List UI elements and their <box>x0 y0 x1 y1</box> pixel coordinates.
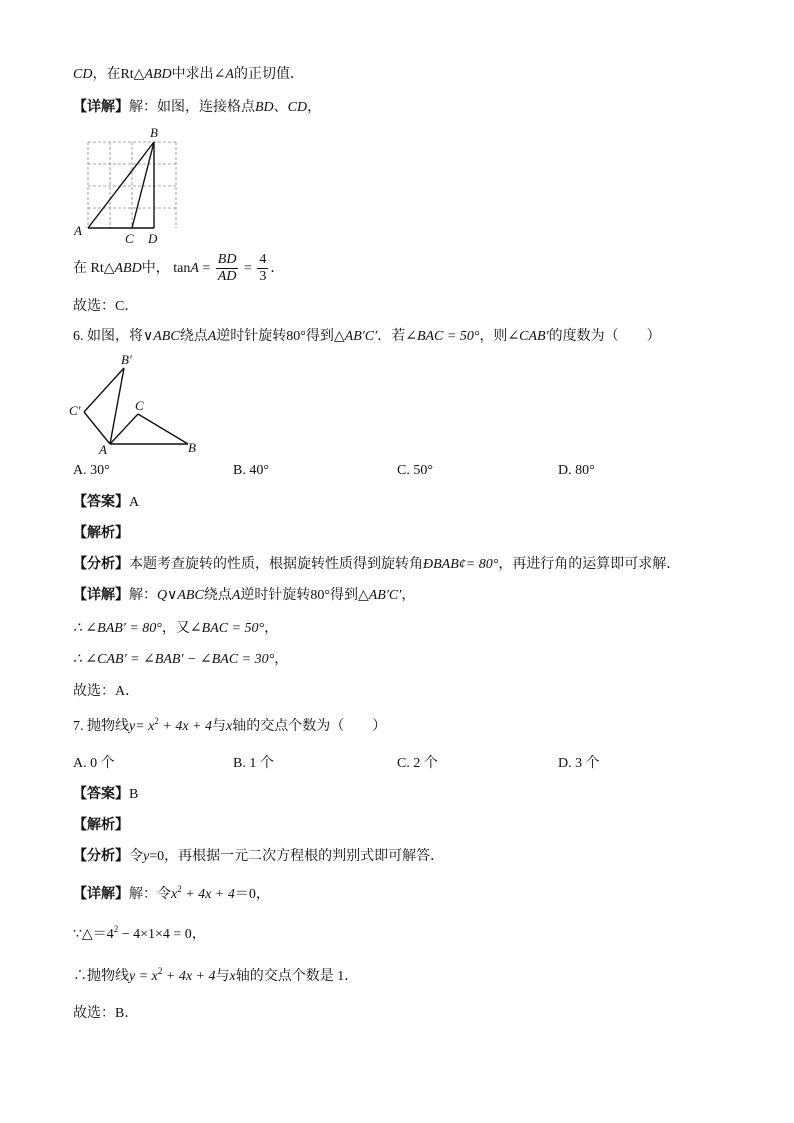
label-D: D <box>148 231 158 246</box>
text: 得到 <box>305 329 334 344</box>
math: ÐBAB¢= 80° <box>423 557 499 572</box>
text: 本题考查旋转的性质，根据旋转性质得到旋转角 <box>129 557 423 572</box>
math: Q∨ABC <box>157 588 204 603</box>
label-A: A <box>74 223 82 238</box>
text: 逆时针旋转 <box>240 588 311 603</box>
text: 轴的交点个数为（ ） <box>232 719 387 734</box>
answer-value: B <box>129 787 139 802</box>
text: 得到 <box>329 588 358 603</box>
math: CD <box>73 67 93 82</box>
exponent: 2 <box>113 924 119 934</box>
answer-line <box>73 494 139 512</box>
numerator: 4 <box>259 252 267 268</box>
text: 的度数为（ ） <box>548 329 661 344</box>
text: ，再进行角的运算即可求解． <box>498 557 681 572</box>
math: y <box>129 969 136 984</box>
math: y <box>143 849 150 864</box>
math: ∨ABC <box>143 329 180 344</box>
label-B: B <box>188 440 196 455</box>
analysis-heading: 【解析】 <box>73 526 129 541</box>
section-tag: 【答案】 <box>73 787 129 802</box>
label-C-prime: C′ <box>69 403 81 418</box>
text: ． <box>270 261 285 276</box>
exponent: 2 <box>157 966 163 976</box>
section-tag: 【分析】 <box>73 849 129 864</box>
question-6 <box>73 328 661 346</box>
detail-line <box>73 587 415 605</box>
text: ， <box>264 621 279 636</box>
text-line: 故选：B． <box>73 1006 139 1021</box>
text: 轴的交点个数是 1． <box>235 969 359 984</box>
option-a: A. 0 个 <box>73 756 115 771</box>
math: ∴ ∠BAB′ = 80° <box>73 621 162 636</box>
label-B: B <box>150 125 158 140</box>
text: 令 <box>129 849 143 864</box>
text-line: 故选：C． <box>73 299 139 314</box>
exponent: 2 <box>154 716 159 726</box>
denominator: 3 <box>259 269 267 285</box>
label-C: C <box>135 398 144 413</box>
fraction <box>257 252 268 285</box>
answer-value: A <box>129 495 140 510</box>
label-C: C <box>125 231 134 246</box>
text: 逆时针旋转 <box>216 329 287 344</box>
math: CD <box>287 100 308 115</box>
option-a: A. 30° <box>73 463 110 478</box>
text: 中求出∠ <box>171 67 226 82</box>
math: ABD <box>114 261 142 276</box>
text: 解： <box>129 588 157 603</box>
math: ∴ ∠CAB′ = ∠BAB′ − ∠BAC = 30° <box>73 652 275 667</box>
option-d: D. 3 个 <box>558 756 600 771</box>
text: ，又 <box>161 621 190 636</box>
option-b: B. 1 个 <box>233 756 274 771</box>
denominator: AD <box>217 269 237 285</box>
analysis-line <box>73 556 680 574</box>
text: 与 <box>215 969 230 984</box>
text-line <box>73 252 284 286</box>
math: ABD <box>144 67 172 82</box>
section-tag: 【详解】 <box>73 100 129 115</box>
math: 4 <box>106 927 114 942</box>
option-b: B. 40° <box>233 463 269 478</box>
text: 与 <box>212 719 226 734</box>
detail-line <box>73 651 288 669</box>
text: 的正切值． <box>233 67 304 82</box>
text: 7. 抛物线 <box>73 719 129 734</box>
text: 中， <box>141 261 170 276</box>
math: △AB′C′ <box>333 329 378 344</box>
analysis-line <box>73 848 444 866</box>
answer-line <box>73 786 138 804</box>
section-tag: 【详解】 <box>73 887 129 902</box>
option-c: C. 2 个 <box>397 756 438 771</box>
math: A <box>190 261 199 276</box>
math: BD <box>255 100 274 115</box>
text-line: 故选：A． <box>73 684 140 699</box>
math: A <box>231 588 241 603</box>
option-d: D. 80° <box>558 463 595 478</box>
math: 80° <box>310 588 330 603</box>
question-7 <box>73 718 386 736</box>
math: + 4x + 4 <box>181 887 235 902</box>
fraction <box>216 252 239 285</box>
math: x <box>229 969 236 984</box>
section-tag: 【答案】 <box>73 495 129 510</box>
detail-line <box>73 926 206 944</box>
math: = x <box>135 719 155 734</box>
text: 解：令 <box>129 887 171 902</box>
math: ∠CAB′ <box>507 329 549 344</box>
grid-figure <box>70 122 190 247</box>
math: Rt△ <box>120 67 145 82</box>
numerator: BD <box>217 252 237 268</box>
math: y <box>129 719 136 734</box>
text: 、 <box>273 100 288 115</box>
label-B-prime: B′ <box>121 352 132 367</box>
detail-line <box>73 886 270 904</box>
math: + 4x + 4 <box>158 719 212 734</box>
math: ∠BAC = 50° <box>405 329 480 344</box>
math: + 4x + 4 <box>162 969 216 984</box>
analysis-heading: 【解析】 <box>73 818 129 833</box>
math: tan <box>173 261 191 276</box>
text: 解：如图，连接格点 <box>129 100 255 115</box>
math: = x <box>135 969 158 984</box>
math: = <box>243 261 252 276</box>
text: ， <box>191 927 206 942</box>
section-tag: 【详解】 <box>73 588 129 603</box>
math: ∠BAC = 50° <box>189 621 265 636</box>
text: 在 Rt△ <box>73 261 115 276</box>
label-A: A <box>99 442 107 457</box>
text: ， <box>274 652 289 667</box>
text: ∴抛物线 <box>73 969 129 984</box>
text: ＝0， <box>234 887 270 902</box>
text: 绕点 <box>203 588 232 603</box>
text: ．若 <box>377 329 406 344</box>
detail-line <box>73 968 358 986</box>
detail-line <box>73 620 278 638</box>
text: ， <box>307 100 322 115</box>
math: A <box>225 67 234 82</box>
text-line <box>73 99 321 117</box>
text-line <box>73 66 304 84</box>
text: ∵△＝ <box>73 927 107 942</box>
text: ，在 <box>92 67 121 82</box>
exponent: 2 <box>177 884 182 894</box>
text: ， <box>401 588 416 603</box>
text: =0，再根据一元二次方程根的判别式即可解答． <box>149 849 445 864</box>
text: ，则 <box>479 329 508 344</box>
section-tag: 【分析】 <box>73 557 129 572</box>
text: 6. 如图，将 <box>73 329 143 344</box>
option-c: C. 50° <box>397 463 433 478</box>
math: △AB′C′ <box>357 588 402 603</box>
rotation-figure <box>66 348 206 458</box>
math: − 4×1×4 = 0 <box>118 927 192 942</box>
math: 80° <box>286 329 306 344</box>
math: x <box>171 887 178 902</box>
text: 绕点 <box>179 329 208 344</box>
math: x <box>226 719 233 734</box>
math: A <box>207 329 217 344</box>
math: = <box>202 261 211 276</box>
